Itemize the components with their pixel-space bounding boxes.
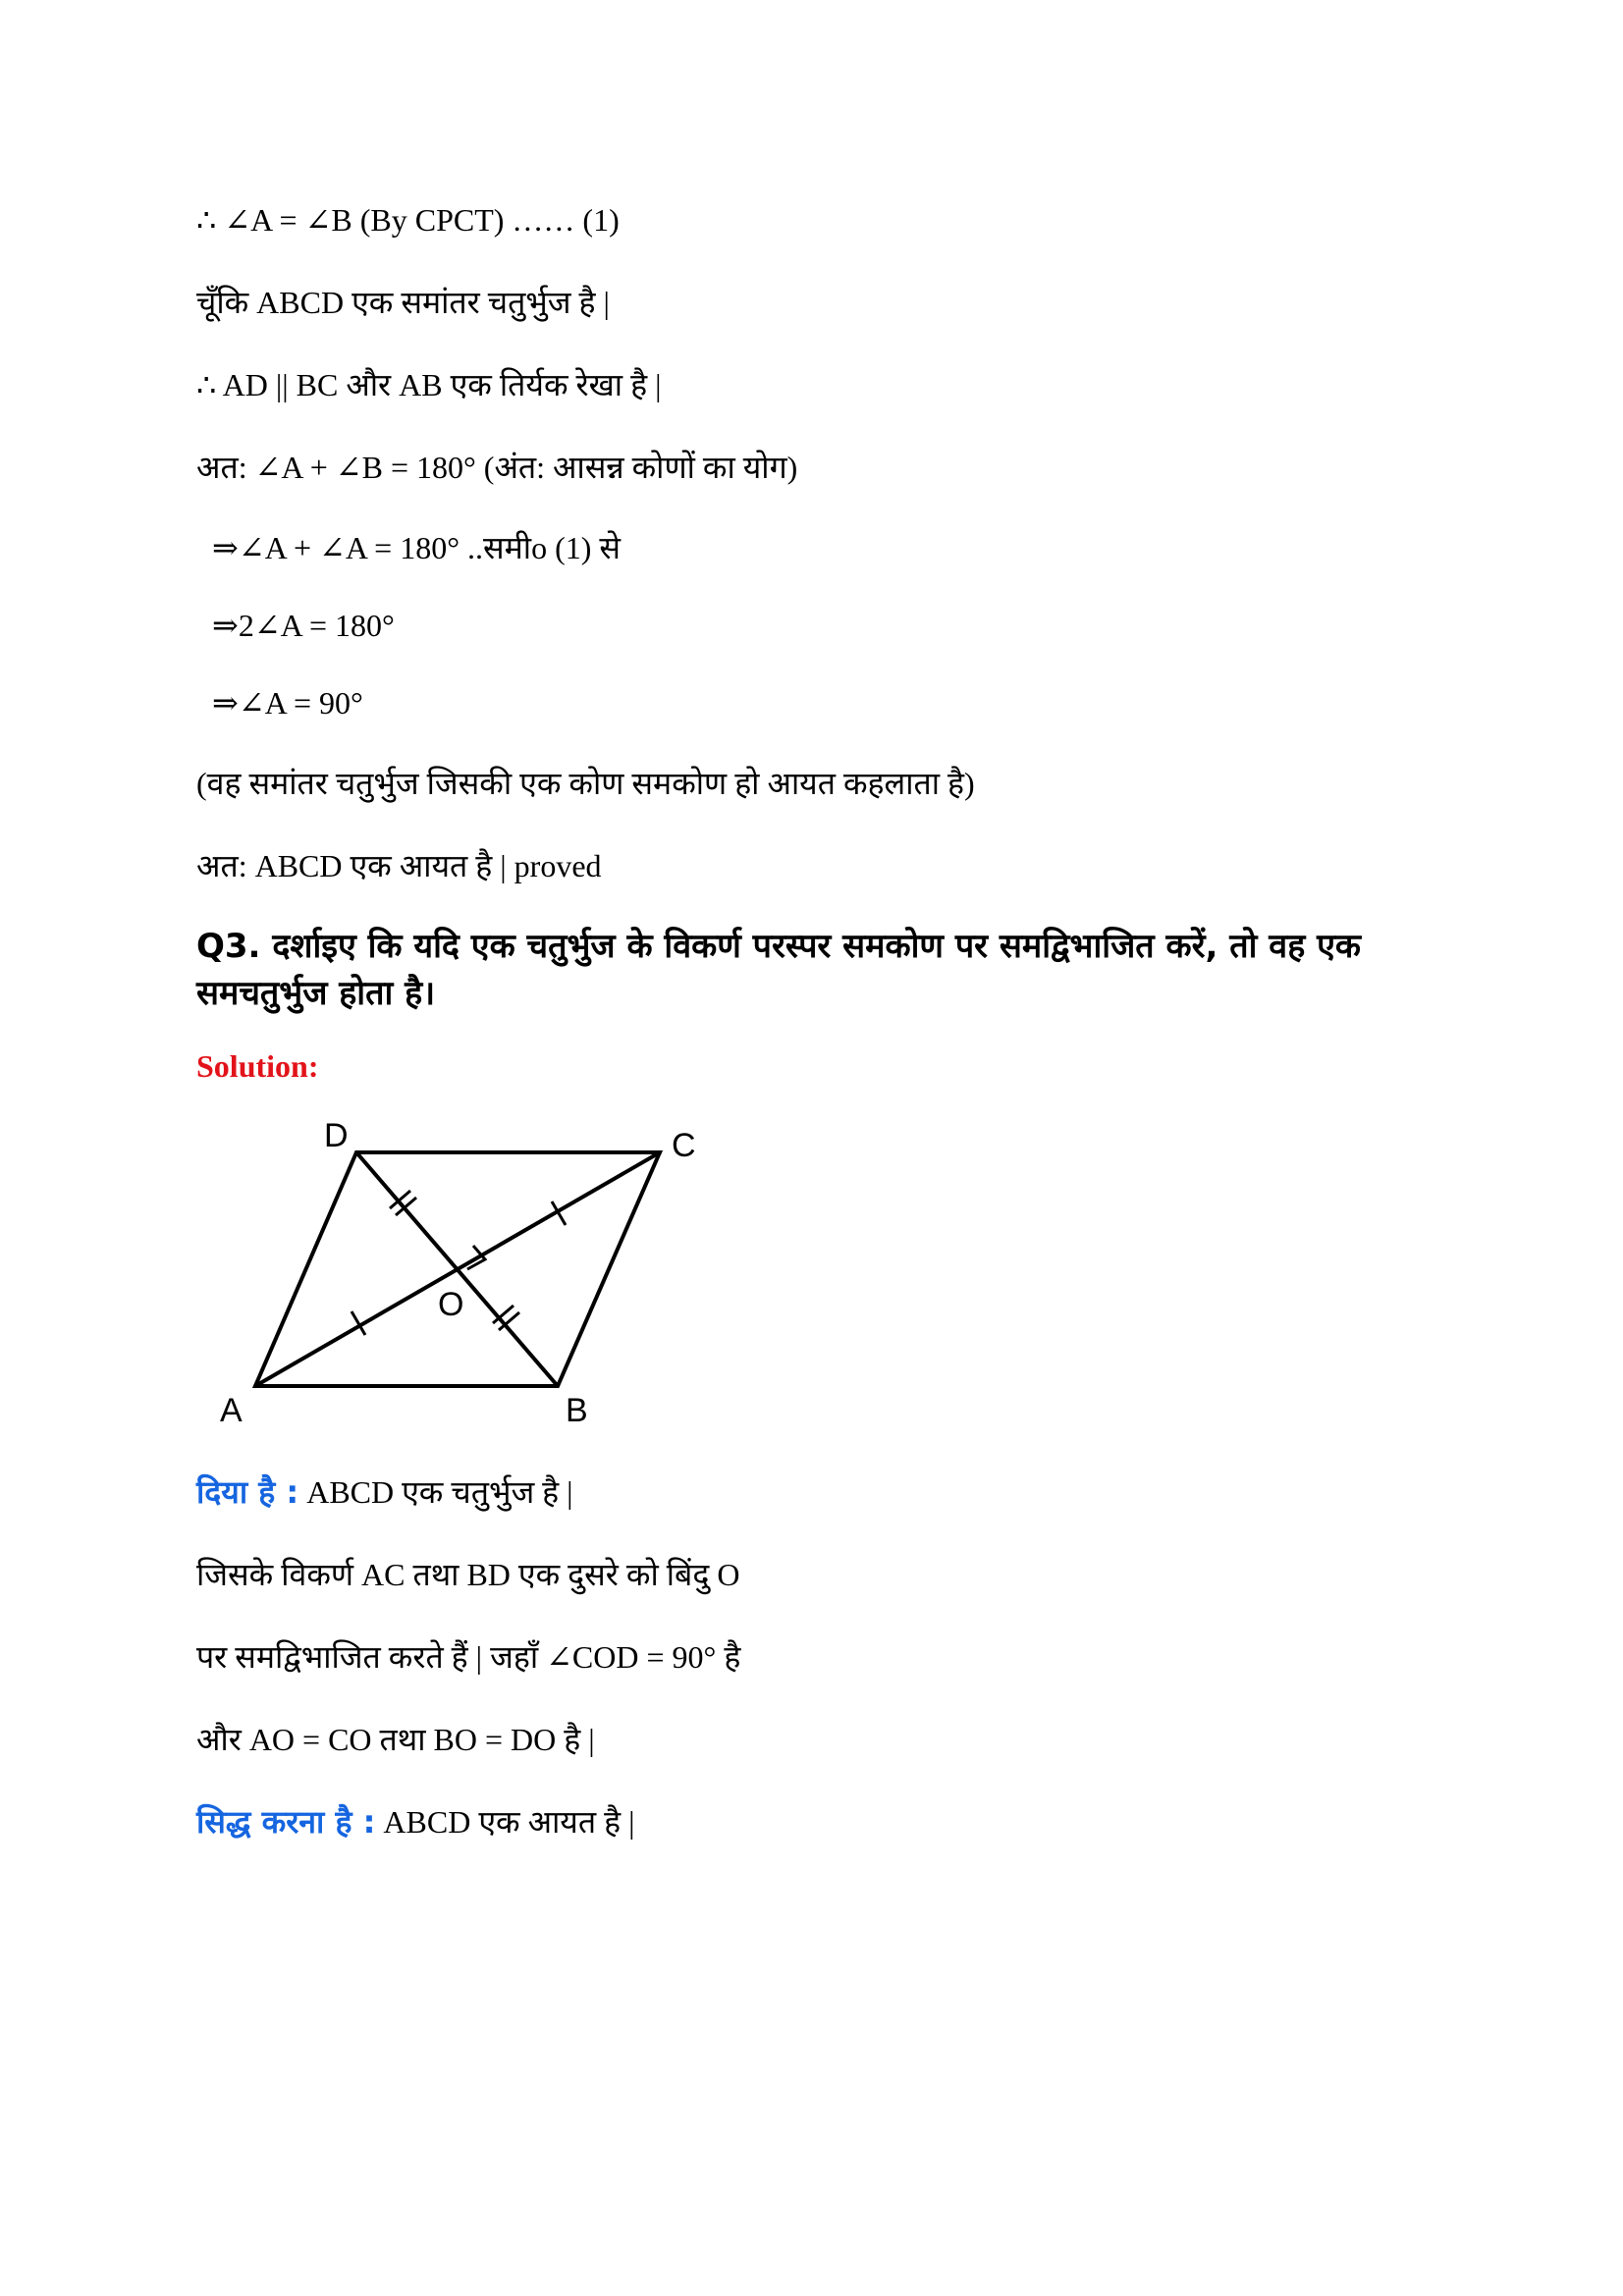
given-line-4: और AO = CO तथा BO = DO है | xyxy=(196,1722,595,1757)
solution-label: Solution: xyxy=(196,1048,319,1084)
given-line xyxy=(196,1472,573,1512)
line-7: ⇒∠A = 90° xyxy=(212,685,363,721)
given-text: ABCD एक चतुर्भुज है | xyxy=(298,1474,573,1510)
to-prove-label: सिद्ध करना है : xyxy=(196,1803,376,1841)
to-prove-line xyxy=(196,1802,635,1842)
given-line-3: पर समद्विभाजित करते हैं | जहाँ ∠COD = 90° है xyxy=(196,1639,741,1675)
given-label: दिया है : xyxy=(196,1473,299,1511)
question-title: Q3. दर्शाइए कि यदि एक चतुर्भुज के विकर्ण परस्पर समकोण पर समद्विभाजित करें, तो वह एक समचतुर्भुज होता है। xyxy=(196,927,1362,1013)
label-b: B xyxy=(566,1392,588,1428)
rhombus-figure xyxy=(196,1109,727,1428)
line-4: अत: ∠A + ∠B = 180° (अंत: आसन्न कोणों का योग) xyxy=(196,450,798,485)
diagonal-bd xyxy=(356,1152,558,1386)
line-9: अत: ABCD एक आयत है | proved xyxy=(196,848,602,883)
line-2: चूँकि ABCD एक समांतर चतुर्भुज है | xyxy=(196,285,610,320)
to-prove-text: ABCD एक आयत है | xyxy=(375,1804,635,1840)
label-o: O xyxy=(438,1286,464,1323)
line-3: ∴ AD || BC और AB एक तिर्यक रेखा है | xyxy=(196,367,662,402)
line-1: ∴ ∠A = ∠B (By CPCT) …… (1) xyxy=(196,202,620,238)
label-a: A xyxy=(220,1392,243,1428)
line-8: (वह समांतर चतुर्भुज जिसकी एक कोण समकोण हो आयत कहलाता है) xyxy=(196,766,975,801)
label-c: C xyxy=(672,1127,696,1164)
line-6: ⇒2∠A = 180° xyxy=(212,608,395,643)
given-line-2: जिसके विकर्ण AC तथा BD एक दुसरे को बिंदु O xyxy=(196,1557,740,1592)
line-5: ⇒∠A + ∠A = 180° ..समीo (1) से xyxy=(212,530,622,565)
label-d: D xyxy=(324,1117,349,1154)
